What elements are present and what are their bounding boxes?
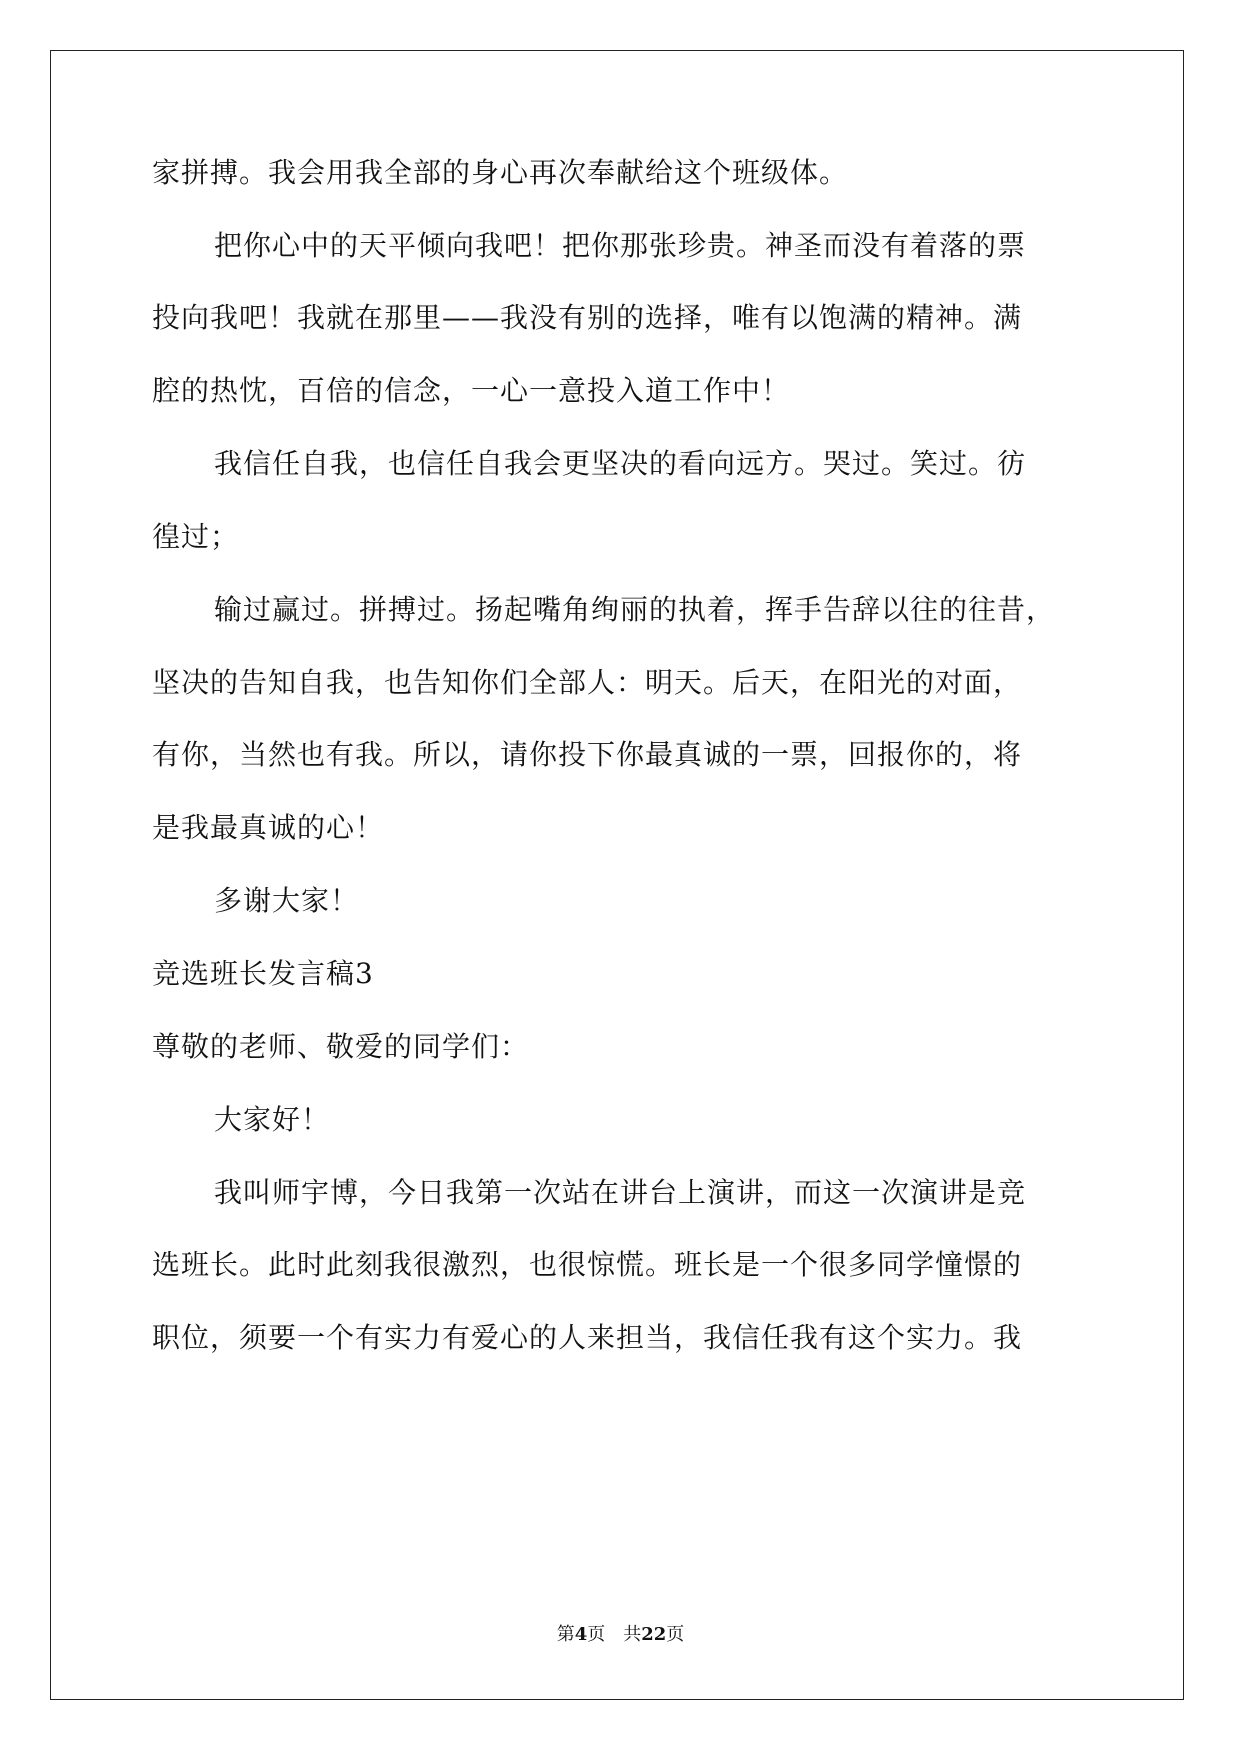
paragraph-line: 徨过； [152, 520, 240, 553]
paragraph-line: 职位，须要一个有实力有爱心的人来担当，我信任我有这个实力。我 [152, 1321, 1023, 1354]
page-footer [0, 1623, 1241, 1647]
page-border [50, 50, 1184, 1700]
paragraph-line: 有你，当然也有我。所以，请你投下你最真诚的一票，回报你的，将 [152, 738, 1023, 771]
paragraph-line: 投向我吧！我就在那里——我没有别的选择，唯有以饱满的精神。满 [152, 301, 1023, 334]
paragraph-line: 家拼搏。我会用我全部的身心再次奉献给这个班级体。 [152, 156, 849, 189]
paragraph-line: 把你心中的天平倾向我吧！把你那张珍贵。神圣而没有着落的票 [214, 229, 1027, 262]
footer-prefix: 第 [556, 1624, 575, 1645]
paragraph-line: 我信任自我，也信任自我会更坚决的看向远方。哭过。笑过。彷 [214, 447, 1027, 480]
salutation: 尊敬的老师、敬爱的同学们： [152, 1030, 530, 1063]
section-title: 竞选班长发言稿3 [152, 957, 374, 990]
footer-total-pages: 22 [641, 1624, 667, 1645]
footer-page-number: 4 [574, 1624, 588, 1645]
footer-suffix: 页 [666, 1624, 685, 1645]
footer-middle: 页 共 [587, 1624, 642, 1645]
paragraph-line: 输过赢过。拼搏过。扬起嘴角绚丽的执着，挥手告辞以往的往昔， [214, 593, 1056, 626]
paragraph-line: 腔的热忱，百倍的信念，一心一意投入道工作中！ [152, 374, 791, 407]
closing-line: 多谢大家！ [214, 884, 360, 917]
greeting: 大家好！ [214, 1103, 331, 1136]
paragraph-line: 坚决的告知自我，也告知你们全部人：明天。后天，在阳光的对面， [152, 666, 1023, 699]
paragraph-line: 我叫师宇博，今日我第一次站在讲台上演讲，而这一次演讲是竞 [214, 1176, 1027, 1209]
paragraph-line: 是我最真诚的心！ [152, 811, 385, 844]
paragraph-line: 选班长。此时此刻我很激烈，也很惊慌。班长是一个很多同学憧憬的 [152, 1248, 1023, 1281]
